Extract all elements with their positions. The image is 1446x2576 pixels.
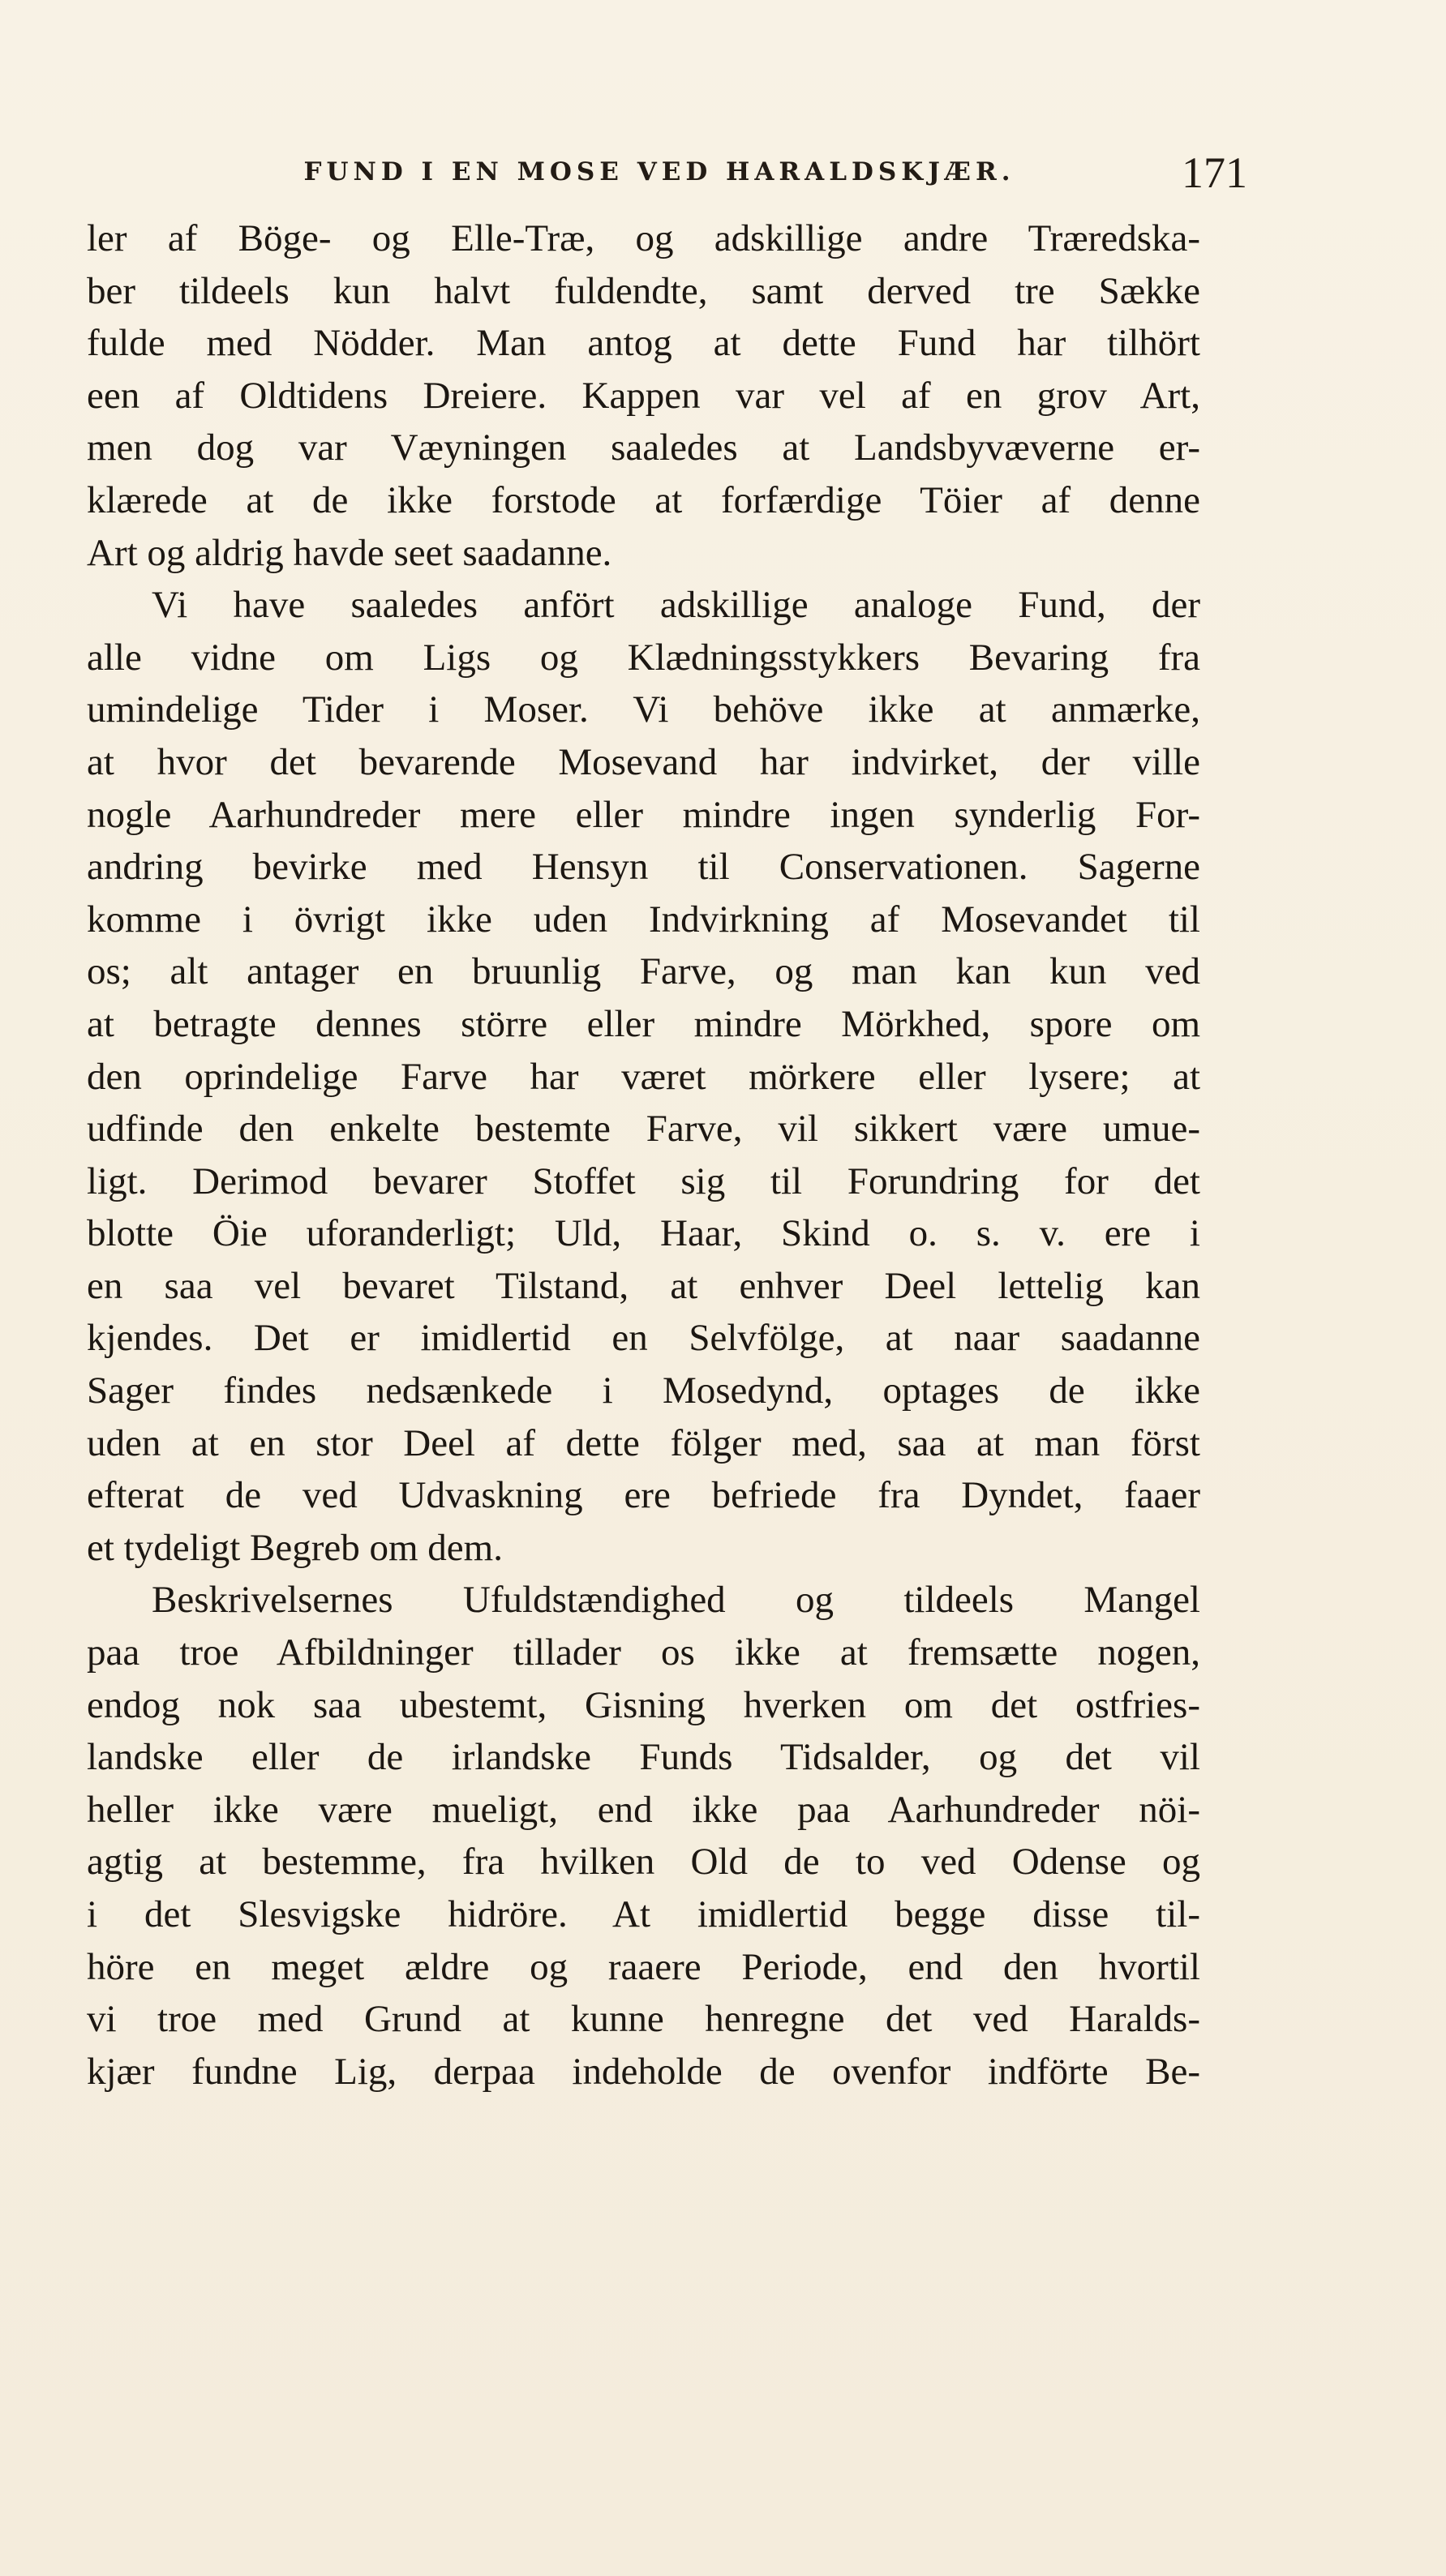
text-line: andring bevirke med Hensyn til Conservationen. Sagerne — [87, 846, 1200, 889]
text-line: kjær fundne Lig, derpaa indeholde de ovenfor indförte Be- — [87, 2050, 1200, 2093]
text-line: uden at en stor Deel af dette fölger med, saa at man först — [87, 1421, 1200, 1464]
text-line: landske eller de irlandske Funds Tidsalder, og det vil — [87, 1736, 1200, 1779]
running-title: FUND I EN MOSE VED HARALDSKJÆR. — [303, 157, 1015, 186]
text-line: ligt. Derimod bevarer Stoffet sig til Forundring for det — [87, 1159, 1200, 1202]
text-line: komme i övrigt ikke uden Indvirkning af Mosevandet til — [87, 898, 1200, 941]
text-line: alle vidne om Ligs og Klædningsstykkers Bevaring fra — [87, 636, 1200, 679]
text-line: men dog var Væyningen saaledes at Landsbyvæverne er- — [87, 426, 1200, 469]
text-line: efterat de ved Udvaskning ere befriede fra Dyndet, faaer — [87, 1474, 1200, 1517]
text-line: den oprindelige Farve har været mörkere eller lysere; at — [87, 1055, 1200, 1098]
text-line: nogle Aarhundreder mere eller mindre ingen synderlig For- — [87, 793, 1200, 836]
text-line: udfinde den enkelte bestemte Farve, vil sikkert være umue- — [87, 1108, 1200, 1151]
text-line: Vi have saaledes anfört adskillige analoge Fund, der — [152, 584, 1200, 627]
page-header — [193, 148, 1255, 211]
text-line: kjendes. Det er imidlertid en Selvfölge, at naar saadanne — [87, 1317, 1200, 1360]
text-line: vi troe med Grund at kunne henregne det ved Haralds- — [87, 1998, 1200, 2041]
text-line: paa troe Afbildninger tillader os ikke at fremsætte nogen, — [87, 1631, 1200, 1674]
page-number: 171 — [1182, 148, 1247, 197]
text-line: fulde med Nödder. Man antog at dette Fund har tilhört — [87, 322, 1200, 365]
text-line: umindelige Tider i Moser. Vi behöve ikke at anmærke, — [87, 688, 1200, 731]
text-line: blotte Öie uforanderligt; Uld, Haar, Skind o. s. v. ere i — [87, 1212, 1200, 1255]
text-line: et tydeligt Begreb om dem. — [87, 1526, 503, 1569]
text-line: agtig at bestemme, fra hvilken Old de to ved Odense og — [87, 1841, 1200, 1884]
text-line: ber tildeels kun halvt fuldendte, samt derved tre Sække — [87, 269, 1200, 312]
text-line: ler af Böge- og Elle-Træ, og adskillige andre Træredska- — [87, 217, 1200, 259]
text-line: Beskrivelsernes Ufuldstændighed og tildeels Mangel — [152, 1579, 1200, 1622]
paragraph — [87, 1574, 1200, 2098]
text-line: een af Oldtidens Dreiere. Kappen var vel af en grov Art, — [87, 374, 1200, 417]
text-line: at betragte dennes större eller mindre Mörkhed, spore om — [87, 1002, 1200, 1045]
text-line: endog nok saa ubestemt, Gisning hverken om det ostfries- — [87, 1683, 1200, 1726]
text-line: höre en meget ældre og raaere Periode, end den hvortil — [87, 1945, 1200, 1988]
paragraph — [87, 579, 1200, 1574]
text-line: heller ikke være mueligt, end ikke paa Aarhundreder nöi- — [87, 1788, 1200, 1831]
text-line: i det Slesvigske hidröre. At imidlertid begge disse til- — [87, 1893, 1200, 1935]
text-line: Art og aldrig havde seet saadanne. — [87, 531, 612, 574]
text-line: at hvor det bevarende Mosevand har indvirket, der ville — [87, 740, 1200, 783]
paragraph — [87, 212, 1200, 579]
text-line: klærede at de ikke forstode at forfærdige Töier af denne — [87, 478, 1200, 521]
text-line: en saa vel bevaret Tilstand, at enhver Deel lettelig kan — [87, 1264, 1200, 1307]
text-line: os; alt antager en bruunlig Farve, og man kan kun ved — [87, 950, 1200, 993]
body-text — [87, 212, 1200, 2098]
text-line: Sager findes nedsænkede i Mosedynd, optages de ikke — [87, 1369, 1200, 1412]
